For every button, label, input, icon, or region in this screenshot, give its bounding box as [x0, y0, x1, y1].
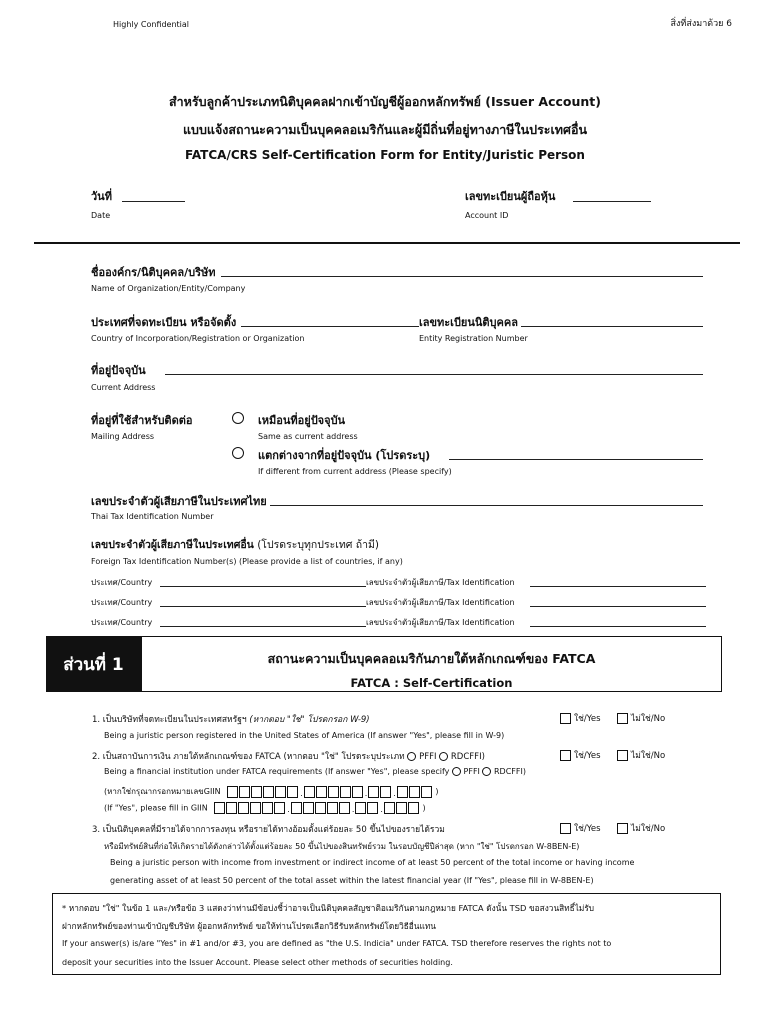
q3-th-2: หรือมีทรัพย์สินที่ก่อให้เกิดรายได้ดังกล่าวได้ตั้งแต่ร้อยละ 50 ขึ้นไปของสินทรัพย์รวม ในรอบบัญชีปีล่าสุด (หาก "ใช่" โปรดกรอก W-8BEN-E) [104, 842, 580, 851]
giin-th-close: ) [435, 787, 439, 796]
q2-yes[interactable] [560, 748, 601, 762]
foreign-country-label: ประเทศ/Country [91, 598, 153, 607]
q3-yes[interactable] [560, 821, 601, 835]
q2-rdcffi-label: RDCFFI) [494, 767, 526, 776]
q1-no[interactable] [617, 711, 665, 725]
q2-no[interactable] [617, 748, 665, 762]
q2-th-row [92, 749, 485, 763]
mailing-opt2-en: If different from current address (Please specify) [258, 467, 452, 476]
q2-pffi-th-radio[interactable] [407, 752, 416, 761]
foreign-tin-input[interactable] [530, 606, 706, 607]
mailing-opt2-th: แตกต่างจากที่อยู่ปัจจุบัน (โปรดระบุ) [258, 449, 431, 462]
org-input[interactable] [221, 276, 703, 277]
mailing-same-radio[interactable] [232, 412, 244, 424]
thai-tin-label-th: เลขประจำตัวผู้เสียภาษีในประเทศไทย [91, 495, 267, 508]
q2-en-row [104, 767, 526, 776]
confidential-label: Highly Confidential [113, 20, 190, 29]
q1-yes-label: ใช่/Yes [574, 714, 601, 724]
checkbox-icon [617, 713, 628, 724]
part1-badge: ส่วนที่ 1 [46, 636, 141, 692]
q2-yes-label: ใช่/Yes [574, 751, 601, 761]
org-label-en: Name of Organization/Entity/Company [91, 284, 246, 293]
foreign-tin-note-th: (โปรดระบุทุกประเทศ ถ้ามี) [257, 539, 380, 551]
q1-no-label: ไม่ใช่/No [631, 714, 666, 724]
notice-en-1: If your answer(s) is/are "Yes" in #1 and/or #3, you are defined as "the U.S. Indicia" under FATCA. TSD therefore reserves the rights not to [62, 939, 612, 948]
foreign-tin-input[interactable] [530, 626, 706, 627]
q1-en: Being a juristic person registered in the United States of America (If answer "Yes", please fill in W-9) [104, 731, 505, 740]
foreign-tin-label-en: Foreign Tax Identification Number(s) (Please provide a list of countries, if any) [91, 557, 403, 566]
current-address-label-en: Current Address [91, 383, 156, 392]
section-divider [34, 242, 740, 244]
giin-en-row [104, 802, 426, 814]
mailing-label-en: Mailing Address [91, 432, 155, 441]
foreign-tin-label-th: เลขประจำตัวผู้เสียภาษีในประเทศอื่น [91, 539, 254, 551]
foreign-tin-row-label: เลขประจำตัวผู้เสียภาษี/Tax Identification [366, 578, 515, 587]
checkbox-icon [560, 713, 571, 724]
attachment-label: สิ่งที่ส่งมาด้วย 6 [670, 19, 732, 29]
entity-reg-label-th: เลขทะเบียนนิติบุคคล [419, 316, 518, 329]
foreign-country-input[interactable] [160, 606, 366, 607]
foreign-country-input[interactable] [160, 626, 366, 627]
giin-en-boxes[interactable]: . . . [214, 804, 422, 813]
account-input[interactable] [573, 201, 651, 202]
title-th-2: แบบแจ้งสถานะความเป็นบุคคลอเมริกันและผู้มีถิ่นที่อยู่ทางภาษีในประเทศอื่น [183, 122, 587, 137]
q1-th: 1. เป็นบริษัทที่จดทะเบียนในประเทศสหรัฐฯ [92, 715, 247, 725]
entity-reg-label-en: Entity Registration Number [419, 334, 528, 343]
date-label-th: วันที่ [91, 190, 112, 203]
q1-th-row [92, 712, 370, 726]
mailing-label-th: ที่อยู่ที่ใช้สำหรับติดต่อ [91, 414, 193, 427]
date-label-en: Date [91, 211, 111, 220]
q3-no-label: ไม่ใช่/No [631, 824, 666, 834]
notice-th-2: ฝากหลักทรัพย์ของท่านเข้าบัญชีบริษัท ผู้ออกหลักทรัพย์ ขอให้ท่านโปรดเลือกวิธีรับหลักทรัพย์โดยวิธีอื่นแทน [62, 921, 436, 931]
q2-rdcffi-th-radio[interactable] [439, 752, 448, 761]
notice-en-2: deposit your securities into the Issuer Account. Please select other methods of securities holding. [62, 958, 453, 967]
title-en: FATCA/CRS Self-Certification Form for Entity/Juristic Person [185, 148, 585, 162]
giin-th-boxes[interactable]: . . . [227, 787, 435, 796]
org-label-th: ชื่อองค์กร/นิติบุคคล/บริษัท [91, 266, 216, 279]
q1-yes[interactable] [560, 711, 601, 725]
mailing-opt1-en: Same as current address [258, 432, 358, 441]
q2-rdcffi-th: RDCFFI) [450, 752, 485, 762]
foreign-tin-row-label: เลขประจำตัวผู้เสียภาษี/Tax Identification [366, 598, 515, 607]
title-th-1: สำหรับลูกค้าประเภทนิติบุคคลฝากเข้าบัญชีผู้ออกหลักทรัพย์ (Issuer Account) [168, 94, 601, 109]
mailing-different-input[interactable] [449, 459, 703, 460]
giin-en-label: (If "Yes", please fill in GIIN [104, 803, 208, 813]
part1-title-th: สถานะความเป็นบุคคลอเมริกันภายใต้หลักเกณฑ์ของ FATCA [267, 651, 596, 666]
mailing-different-radio[interactable] [232, 447, 244, 459]
q2-pffi-radio[interactable] [452, 767, 461, 776]
checkbox-icon [617, 750, 628, 761]
foreign-country-label: ประเทศ/Country [91, 618, 153, 627]
q2-th: 2. เป็นสถาบันการเงิน ภายใต้หลักเกณฑ์ของ FATCA (หากตอบ "ใช่" โปรดระบุประเภท [92, 752, 405, 762]
q2-rdcffi-radio[interactable] [482, 767, 491, 776]
country-label-th: ประเทศที่จดทะเบียน หรือจัดตั้ง [91, 316, 237, 329]
foreign-tin-heading [91, 536, 379, 553]
foreign-tin-row-label: เลขประจำตัวผู้เสียภาษี/Tax Identification [366, 618, 515, 627]
q3-en-1: Being a juristic person with income from investment or indirect income of at least 50 percent of the total income or having income [110, 858, 635, 867]
foreign-tin-input[interactable] [530, 586, 706, 587]
part1-title-en: FATCA : Self-Certification [350, 676, 513, 690]
country-input[interactable] [241, 326, 419, 327]
q2-no-label: ไม่ใช่/No [631, 751, 666, 761]
account-label-en: Account ID [465, 211, 509, 220]
q2-pffi-label: PFFI [463, 767, 480, 776]
notice-th-1: * หากตอบ "ใช่" ในข้อ 1 และ/หรือข้อ 3 แสดงว่าท่านมีข้อบ่งชี้ว่าอาจเป็นนิติบุคคลสัญชาติอเมริกันตามกฎหมาย FATCA ดังนั้น TSD ขอสงวนสิทธิ์ไม่รับ [62, 903, 595, 913]
thai-tin-input[interactable] [270, 505, 703, 506]
q2-pffi-th: PFFI [419, 752, 437, 762]
q3-en-2: generating asset of at least 50 percent of the total asset within the latest financial year (If "Yes", please fill in W-8BEN-E) [110, 876, 594, 885]
checkbox-icon [560, 823, 571, 834]
entity-reg-input[interactable] [521, 326, 703, 327]
q2-en: Being a financial institution under FATCA requirements (If answer "Yes", please specify [104, 767, 450, 776]
current-address-input[interactable] [165, 374, 703, 375]
country-label-en: Country of Incorporation/Registration or Organization [91, 334, 305, 343]
foreign-country-input[interactable] [160, 586, 366, 587]
date-input[interactable] [122, 201, 185, 202]
giin-en-close: ) [422, 803, 426, 813]
account-label-th: เลขทะเบียนผู้ถือหุ้น [465, 190, 556, 203]
current-address-label-th: ที่อยู่ปัจจุบัน [91, 364, 146, 377]
giin-th-row [104, 785, 439, 798]
checkbox-icon [617, 823, 628, 834]
q3-yes-label: ใช่/Yes [574, 824, 601, 834]
thai-tin-label-en: Thai Tax Identification Number [91, 512, 214, 521]
q3-th-1: 3. เป็นนิติบุคคลที่มีรายได้จากการลงทุน หรือรายได้ทางอ้อมตั้งแต่ร้อยละ 50 ขึ้นไปของรายได้รวม [92, 825, 445, 835]
mailing-opt1-th: เหมือนที่อยู่ปัจจุบัน [258, 414, 346, 427]
foreign-country-label: ประเทศ/Country [91, 578, 153, 587]
giin-th-label: (หากใช่กรุณากรอกหมายเลขGIIN [104, 787, 221, 796]
checkbox-icon [560, 750, 571, 761]
q1-th-note: (หากตอบ "ใช่" โปรดกรอก W-9) [249, 715, 370, 725]
q3-no[interactable] [617, 821, 665, 835]
